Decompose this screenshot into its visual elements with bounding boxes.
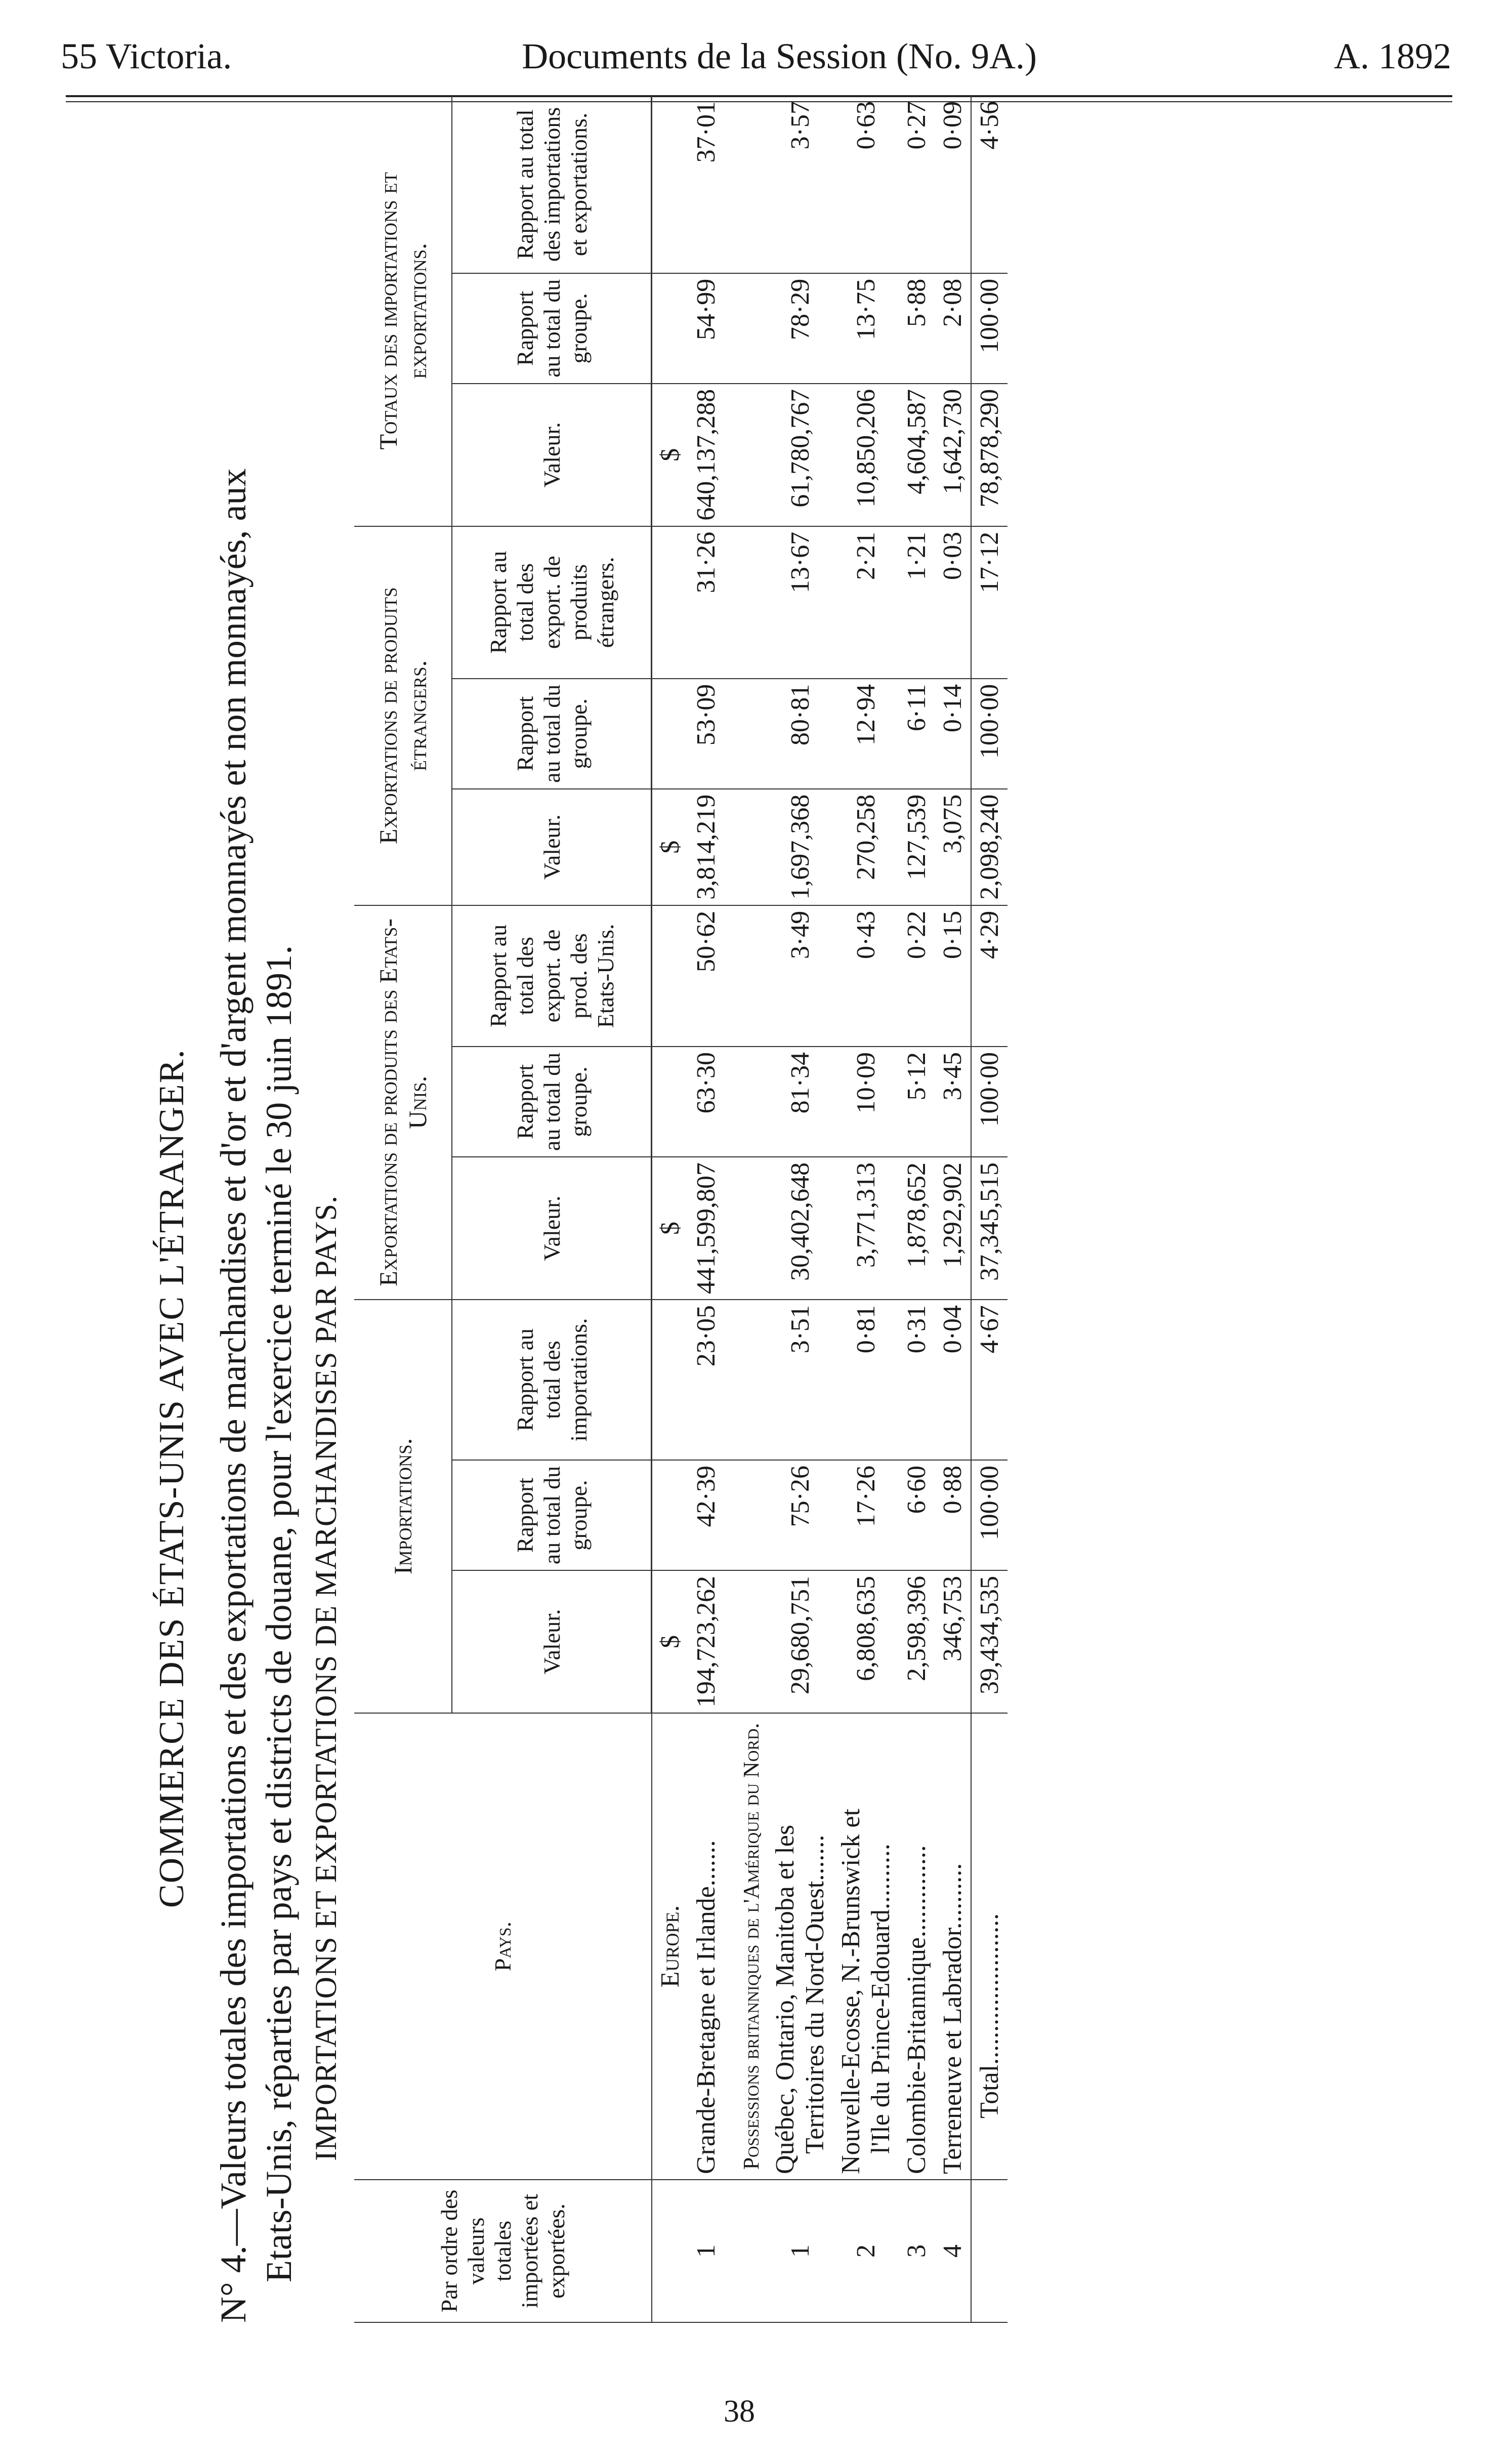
value-cell: 6·11 bbox=[899, 679, 935, 789]
header-document-title: Documents de la Session (No. 9A.) bbox=[522, 36, 1037, 76]
value-cell: 0·88 bbox=[935, 1460, 971, 1570]
header-us-rapport-total: Rapport au total des export. de prod. des Etats-Unis. bbox=[452, 905, 652, 1047]
value-cell: 75·26 bbox=[767, 1460, 833, 1570]
header-imp-rapport-total: Rapport au total des importations. bbox=[452, 1300, 652, 1460]
value-cell: 0·63 bbox=[833, 96, 899, 273]
table-row bbox=[899, 96, 935, 2322]
header-totaux: Totaux des importations et exportations. bbox=[354, 96, 452, 526]
value-cell: 3·57 bbox=[767, 96, 833, 273]
value-cell: 6,808,635 bbox=[833, 1570, 899, 1713]
value-cell: 13·75 bbox=[833, 273, 899, 384]
value-cell: 53·09 bbox=[688, 679, 724, 789]
header-importations: Importations. bbox=[354, 1300, 452, 1713]
rank-cell: 2 bbox=[833, 2180, 899, 2322]
rotated-table-page bbox=[142, 96, 1457, 2323]
header-pays: Pays. bbox=[354, 1713, 652, 2180]
value-cell: 1,642,730 bbox=[935, 384, 971, 526]
total-label: Total....................... bbox=[971, 1713, 1007, 2180]
value-cell: 346,753 bbox=[935, 1570, 971, 1713]
value-cell: 100·00 bbox=[971, 273, 1007, 384]
value-cell: 5·88 bbox=[899, 273, 935, 384]
value-cell: 100·00 bbox=[971, 1047, 1007, 1157]
page-number: 38 bbox=[724, 2394, 755, 2429]
value-cell: 10,850,206 bbox=[833, 384, 899, 526]
value-cell: 1·21 bbox=[899, 526, 935, 679]
header-etr-rapport-groupe: Rapport au total du groupe. bbox=[452, 679, 652, 789]
value-cell: 17·26 bbox=[833, 1460, 899, 1570]
value-cell: 3,814,219 bbox=[688, 789, 724, 905]
section-europe: Europe. bbox=[652, 1713, 689, 2180]
table-row bbox=[767, 96, 833, 2322]
value-cell: 80·81 bbox=[767, 679, 833, 789]
value-cell: 2·08 bbox=[935, 273, 971, 384]
value-cell: 0·04 bbox=[935, 1300, 971, 1460]
value-cell: 3,771,313 bbox=[833, 1157, 899, 1300]
value-cell: 81·34 bbox=[767, 1047, 833, 1157]
value-cell: 1,697,368 bbox=[767, 789, 833, 905]
header-tot-rapport-total: Rapport au total des importations et exportations. bbox=[452, 96, 652, 273]
table-subtitle: IMPORTATIONS ET EXPORTATIONS DE MARCHANDISES PAR PAYS. bbox=[309, 1195, 343, 2161]
value-cell: 23·05 bbox=[688, 1300, 724, 1460]
value-cell: 78·29 bbox=[767, 273, 833, 384]
value-cell: 37·01 bbox=[688, 96, 724, 273]
value-cell: 100·00 bbox=[971, 679, 1007, 789]
header-exportations-us: Exportations de produits des Etats-Unis. bbox=[354, 905, 452, 1300]
value-cell: 2,598,396 bbox=[899, 1570, 935, 1713]
value-cell: 0·14 bbox=[935, 679, 971, 789]
value-cell: 4·56 bbox=[971, 96, 1007, 273]
header-imp-valeur: Valeur. bbox=[452, 1570, 652, 1713]
value-cell: 3·51 bbox=[767, 1300, 833, 1460]
header-us-rapport-groupe: Rapport au total du groupe. bbox=[452, 1047, 652, 1157]
dollar-sign: $ bbox=[652, 789, 689, 905]
value-cell: 54·99 bbox=[688, 273, 724, 384]
value-cell: 31·26 bbox=[688, 526, 724, 679]
dollar-sign: $ bbox=[652, 384, 689, 526]
value-cell: 0·27 bbox=[899, 96, 935, 273]
value-cell: 2·21 bbox=[833, 526, 899, 679]
rank-cell: 4 bbox=[935, 2180, 971, 2322]
table-row bbox=[688, 96, 724, 2322]
table-row bbox=[935, 96, 971, 2322]
value-cell: 29,680,751 bbox=[767, 1570, 833, 1713]
country-line-2: l'Ile du Prince-Edouard.......... bbox=[866, 1844, 895, 2154]
value-cell: 42·39 bbox=[688, 1460, 724, 1570]
value-cell: 50·62 bbox=[688, 905, 724, 1047]
value-cell: 100·00 bbox=[971, 1460, 1007, 1570]
value-cell: 39,434,535 bbox=[971, 1570, 1007, 1713]
value-cell: 0·31 bbox=[899, 1300, 935, 1460]
header-exportations-etrangers: Exportations de produits étrangers. bbox=[354, 526, 452, 905]
header-us-valeur: Valeur. bbox=[452, 1157, 652, 1300]
section-row bbox=[724, 96, 767, 2322]
value-cell: 6·60 bbox=[899, 1460, 935, 1570]
value-cell: 5·12 bbox=[899, 1047, 935, 1157]
country-cell: Colombie-Britannique.............. bbox=[899, 1713, 935, 2180]
total-row bbox=[971, 96, 1007, 2322]
country-cell: Terreneuve et Labrador.......... bbox=[935, 1713, 971, 2180]
country-cell bbox=[833, 1713, 899, 2180]
table-caption-line-1: N° 4.—Valeurs totales des importations et des exportations de marchandises et d'or et d'argent monnayés et non monnayés, aux bbox=[213, 468, 254, 2323]
value-cell: 640,137,288 bbox=[688, 384, 724, 526]
header-tot-valeur: Valeur. bbox=[452, 384, 652, 526]
value-cell: 0·09 bbox=[935, 96, 971, 273]
value-cell: 0·15 bbox=[935, 905, 971, 1047]
rank-cell: 1 bbox=[767, 2180, 833, 2322]
value-cell: 12·94 bbox=[833, 679, 899, 789]
value-cell: 1,292,902 bbox=[935, 1157, 971, 1300]
value-cell: 194,723,262 bbox=[688, 1570, 724, 1713]
rank-cell: 1 bbox=[688, 2180, 724, 2322]
header-imp-rapport-groupe: Rapport au total du groupe. bbox=[452, 1460, 652, 1570]
value-cell: 270,258 bbox=[833, 789, 899, 905]
header-session-year: 55 Victoria. bbox=[61, 36, 232, 76]
value-cell: 3·45 bbox=[935, 1047, 971, 1157]
value-cell: 4·67 bbox=[971, 1300, 1007, 1460]
value-cell: 4·29 bbox=[971, 905, 1007, 1047]
table-caption-line-2: Etats-Unis, réparties par pays et districts de douane, pour l'exercice terminé le 30 juin 1891. bbox=[259, 945, 299, 2282]
page-title: COMMERCE DES ÉTATS-UNIS AVEC L'ÉTRANGER. bbox=[152, 1049, 191, 1908]
value-cell: 17·12 bbox=[971, 526, 1007, 679]
country-line-2: Territoires du Nord-Ouest....... bbox=[801, 1835, 829, 2154]
value-cell: 61,780,767 bbox=[767, 384, 833, 526]
rank-cell: 3 bbox=[899, 2180, 935, 2322]
value-cell: 3·49 bbox=[767, 905, 833, 1047]
value-cell: 10·09 bbox=[833, 1047, 899, 1157]
dollar-sign: $ bbox=[652, 1570, 689, 1713]
value-cell: 0·43 bbox=[833, 905, 899, 1047]
header-tot-rapport-groupe: Rapport au total du groupe. bbox=[452, 273, 652, 384]
value-cell: 0·03 bbox=[935, 526, 971, 679]
dollar-row bbox=[652, 96, 689, 2322]
value-cell: 127,539 bbox=[899, 789, 935, 905]
country-line-1: Nouvelle-Ecosse, N.-Brunswick et bbox=[836, 1808, 865, 2174]
header-etr-valeur: Valeur. bbox=[452, 789, 652, 905]
value-cell: 2,098,240 bbox=[971, 789, 1007, 905]
dollar-sign: $ bbox=[652, 1157, 689, 1300]
value-cell: 30,402,648 bbox=[767, 1157, 833, 1300]
trade-table bbox=[354, 96, 1007, 2323]
header-year: A. 1892 bbox=[1334, 36, 1451, 76]
header-rank: Par ordre des valeurs totales importées et exportées. bbox=[354, 2180, 652, 2322]
value-cell: 37,345,515 bbox=[971, 1157, 1007, 1300]
value-cell: 441,599,807 bbox=[688, 1157, 724, 1300]
value-cell: 3,075 bbox=[935, 789, 971, 905]
header-etr-rapport-total: Rapport au total des export. de produits étrangers. bbox=[452, 526, 652, 679]
value-cell: 13·67 bbox=[767, 526, 833, 679]
country-cell: Grande-Bretagne et Irlande....... bbox=[688, 1713, 724, 2180]
section-possessions: Possessions britanniques de l'Amérique du Nord. bbox=[724, 1713, 767, 2180]
value-cell: 63·30 bbox=[688, 1047, 724, 1157]
value-cell: 4,604,587 bbox=[899, 384, 935, 526]
table-row bbox=[833, 96, 899, 2322]
value-cell: 78,878,290 bbox=[971, 384, 1007, 526]
value-cell: 0·22 bbox=[899, 905, 935, 1047]
country-cell bbox=[767, 1713, 833, 2180]
country-line-1: Québec, Ontario, Manitoba et les bbox=[771, 1824, 800, 2174]
value-cell: 0·81 bbox=[833, 1300, 899, 1460]
value-cell: 1,878,652 bbox=[899, 1157, 935, 1300]
